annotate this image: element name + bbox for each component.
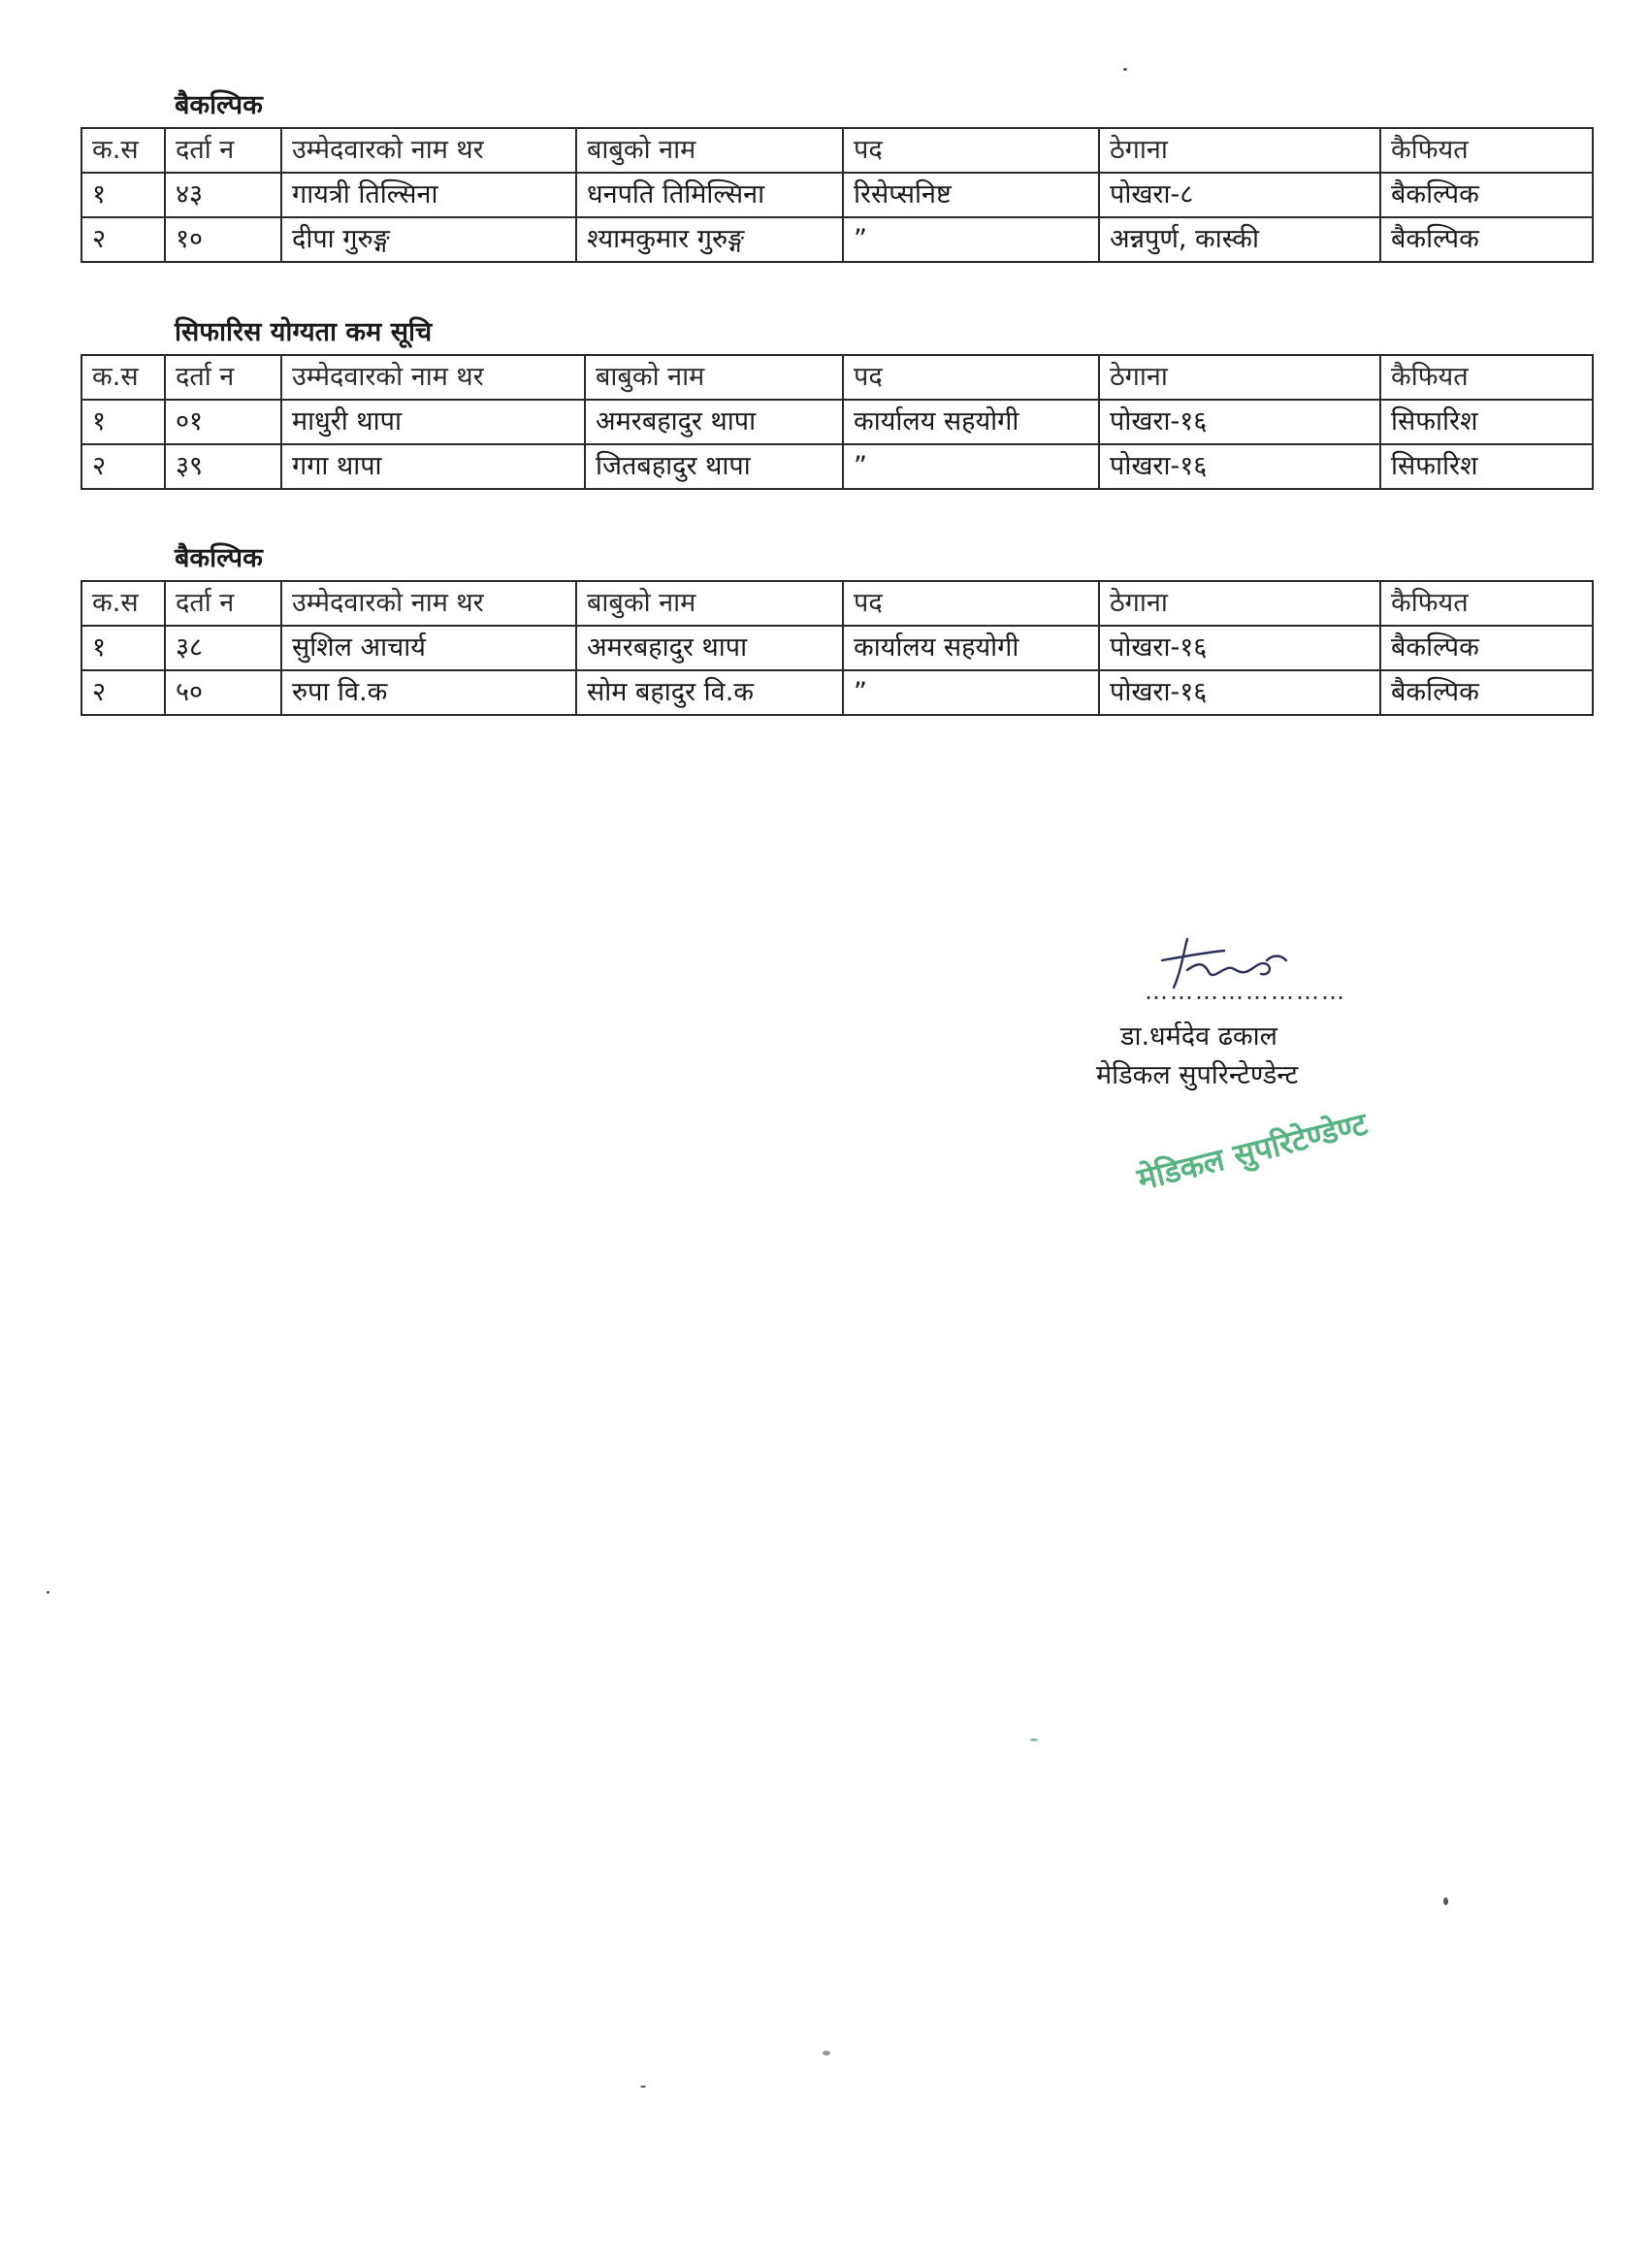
signatory-title: मेडिकल सुपरिन्टेण्डेन्ट [1096, 1060, 1299, 1090]
table-header-row [81, 128, 1593, 173]
cell-candidate-name: माधुरी थापा [281, 400, 585, 444]
signature-line: …………………… [1145, 978, 1346, 1005]
col-remarks-header: कैफियत [1380, 128, 1593, 173]
table-row [81, 173, 1593, 217]
col-address-header: ठेगाना [1099, 128, 1380, 173]
cell-post: कार्यालय सहयोगी [843, 626, 1099, 670]
cell-remarks: बैकल्पिक [1380, 626, 1593, 670]
scan-speck [823, 2051, 830, 2056]
cell-father-name: धनपति तिमिल्सिना [576, 173, 843, 217]
col-father-name-header: बाबुको नाम [585, 355, 843, 400]
col-reg-no-header: दर्ता न [165, 581, 281, 626]
cell-reg-no: ३८ [165, 626, 281, 670]
signatory-name: डा.धर्मदेव ढकाल [1120, 1021, 1277, 1052]
col-reg-no-header: दर्ता न [165, 355, 281, 400]
col-post-header: पद [843, 128, 1099, 173]
cell-serial: १ [81, 400, 165, 444]
cell-reg-no: १० [165, 217, 281, 262]
cell-remarks: बैकल्पिक [1380, 217, 1593, 262]
table-row [81, 626, 1593, 670]
cell-reg-no: ५० [165, 670, 281, 715]
cell-address: पोखरा-१६ [1099, 444, 1380, 489]
col-candidate-name-header: उम्मेदवारको नाम थर [281, 581, 576, 626]
cell-candidate-name: गगा थापा [281, 444, 585, 489]
table-header-row [81, 581, 1593, 626]
section-heading-alternate-1: बैकल्पिक [175, 90, 263, 120]
col-address-header: ठेगाना [1099, 355, 1380, 400]
col-serial-header: क.स [81, 355, 165, 400]
col-serial-header: क.स [81, 581, 165, 626]
cell-post: कार्यालय सहयोगी [843, 400, 1099, 444]
cell-reg-no: ३९ [165, 444, 281, 489]
table-row [81, 444, 1593, 489]
col-candidate-name-header: उम्मेदवारको नाम थर [281, 128, 576, 173]
col-serial-header: क.स [81, 128, 165, 173]
cell-serial: २ [81, 670, 165, 715]
scan-speck [47, 1591, 49, 1594]
col-address-header: ठेगाना [1099, 581, 1380, 626]
section-heading-recommended: सिफारिस योग्यता कम सूचि [175, 317, 433, 347]
cell-address: पोखरा-१६ [1099, 670, 1380, 715]
scan-speck [1030, 1738, 1038, 1741]
recommended-table [81, 354, 1594, 490]
table-row [81, 400, 1593, 444]
cell-father-name: श्यामकुमार गुरुङ्ग [576, 217, 843, 262]
cell-father-name: सोम बहादुर वि.क [576, 670, 843, 715]
cell-remarks: बैकल्पिक [1380, 173, 1593, 217]
cell-reg-no: ४३ [165, 173, 281, 217]
alternate-table-1 [81, 127, 1594, 263]
cell-candidate-name: रुपा वि.क [281, 670, 576, 715]
alternate-table-2 [81, 580, 1594, 716]
cell-address: अन्नपुर्ण, कास्की [1099, 217, 1380, 262]
cell-candidate-name: दीपा गुरुङ्ग [281, 217, 576, 262]
cell-address: पोखरा-१६ [1099, 400, 1380, 444]
scan-speck [1123, 68, 1127, 71]
cell-father-name: अमरबहादुर थापा [576, 626, 843, 670]
official-stamp: मेडिकल सुपरिटेण्डेण्ट [1133, 1105, 1372, 1198]
col-candidate-name-header: उम्मेदवारको नाम थर [281, 355, 585, 400]
cell-post: ” [843, 217, 1099, 262]
col-father-name-header: बाबुको नाम [576, 128, 843, 173]
cell-post: ” [843, 670, 1099, 715]
table-header-row [81, 355, 1593, 400]
col-reg-no-header: दर्ता न [165, 128, 281, 173]
scan-speck [640, 2086, 646, 2088]
cell-candidate-name: सुशिल आचार्य [281, 626, 576, 670]
cell-serial: १ [81, 626, 165, 670]
cell-father-name: जितबहादुर थापा [585, 444, 843, 489]
cell-post: ” [843, 444, 1099, 489]
col-remarks-header: कैफियत [1380, 355, 1593, 400]
section-heading-alternate-2: बैकल्पिक [175, 543, 263, 573]
col-remarks-header: कैफियत [1380, 581, 1593, 626]
col-post-header: पद [843, 355, 1099, 400]
cell-serial: २ [81, 217, 165, 262]
cell-post: रिसेप्सनिष्ट [843, 173, 1099, 217]
cell-candidate-name: गायत्री तिल्सिना [281, 173, 576, 217]
cell-address: पोखरा-८ [1099, 173, 1380, 217]
cell-remarks: सिफारिश [1380, 400, 1593, 444]
cell-reg-no: ०१ [165, 400, 281, 444]
table-row [81, 670, 1593, 715]
cell-serial: १ [81, 173, 165, 217]
cell-remarks: सिफारिश [1380, 444, 1593, 489]
col-post-header: पद [843, 581, 1099, 626]
scan-speck [1443, 1897, 1448, 1905]
cell-father-name: अमरबहादुर थापा [585, 400, 843, 444]
table-row [81, 217, 1593, 262]
cell-address: पोखरा-१६ [1099, 626, 1380, 670]
col-father-name-header: बाबुको नाम [576, 581, 843, 626]
cell-serial: २ [81, 444, 165, 489]
cell-remarks: बैकल्पिक [1380, 670, 1593, 715]
